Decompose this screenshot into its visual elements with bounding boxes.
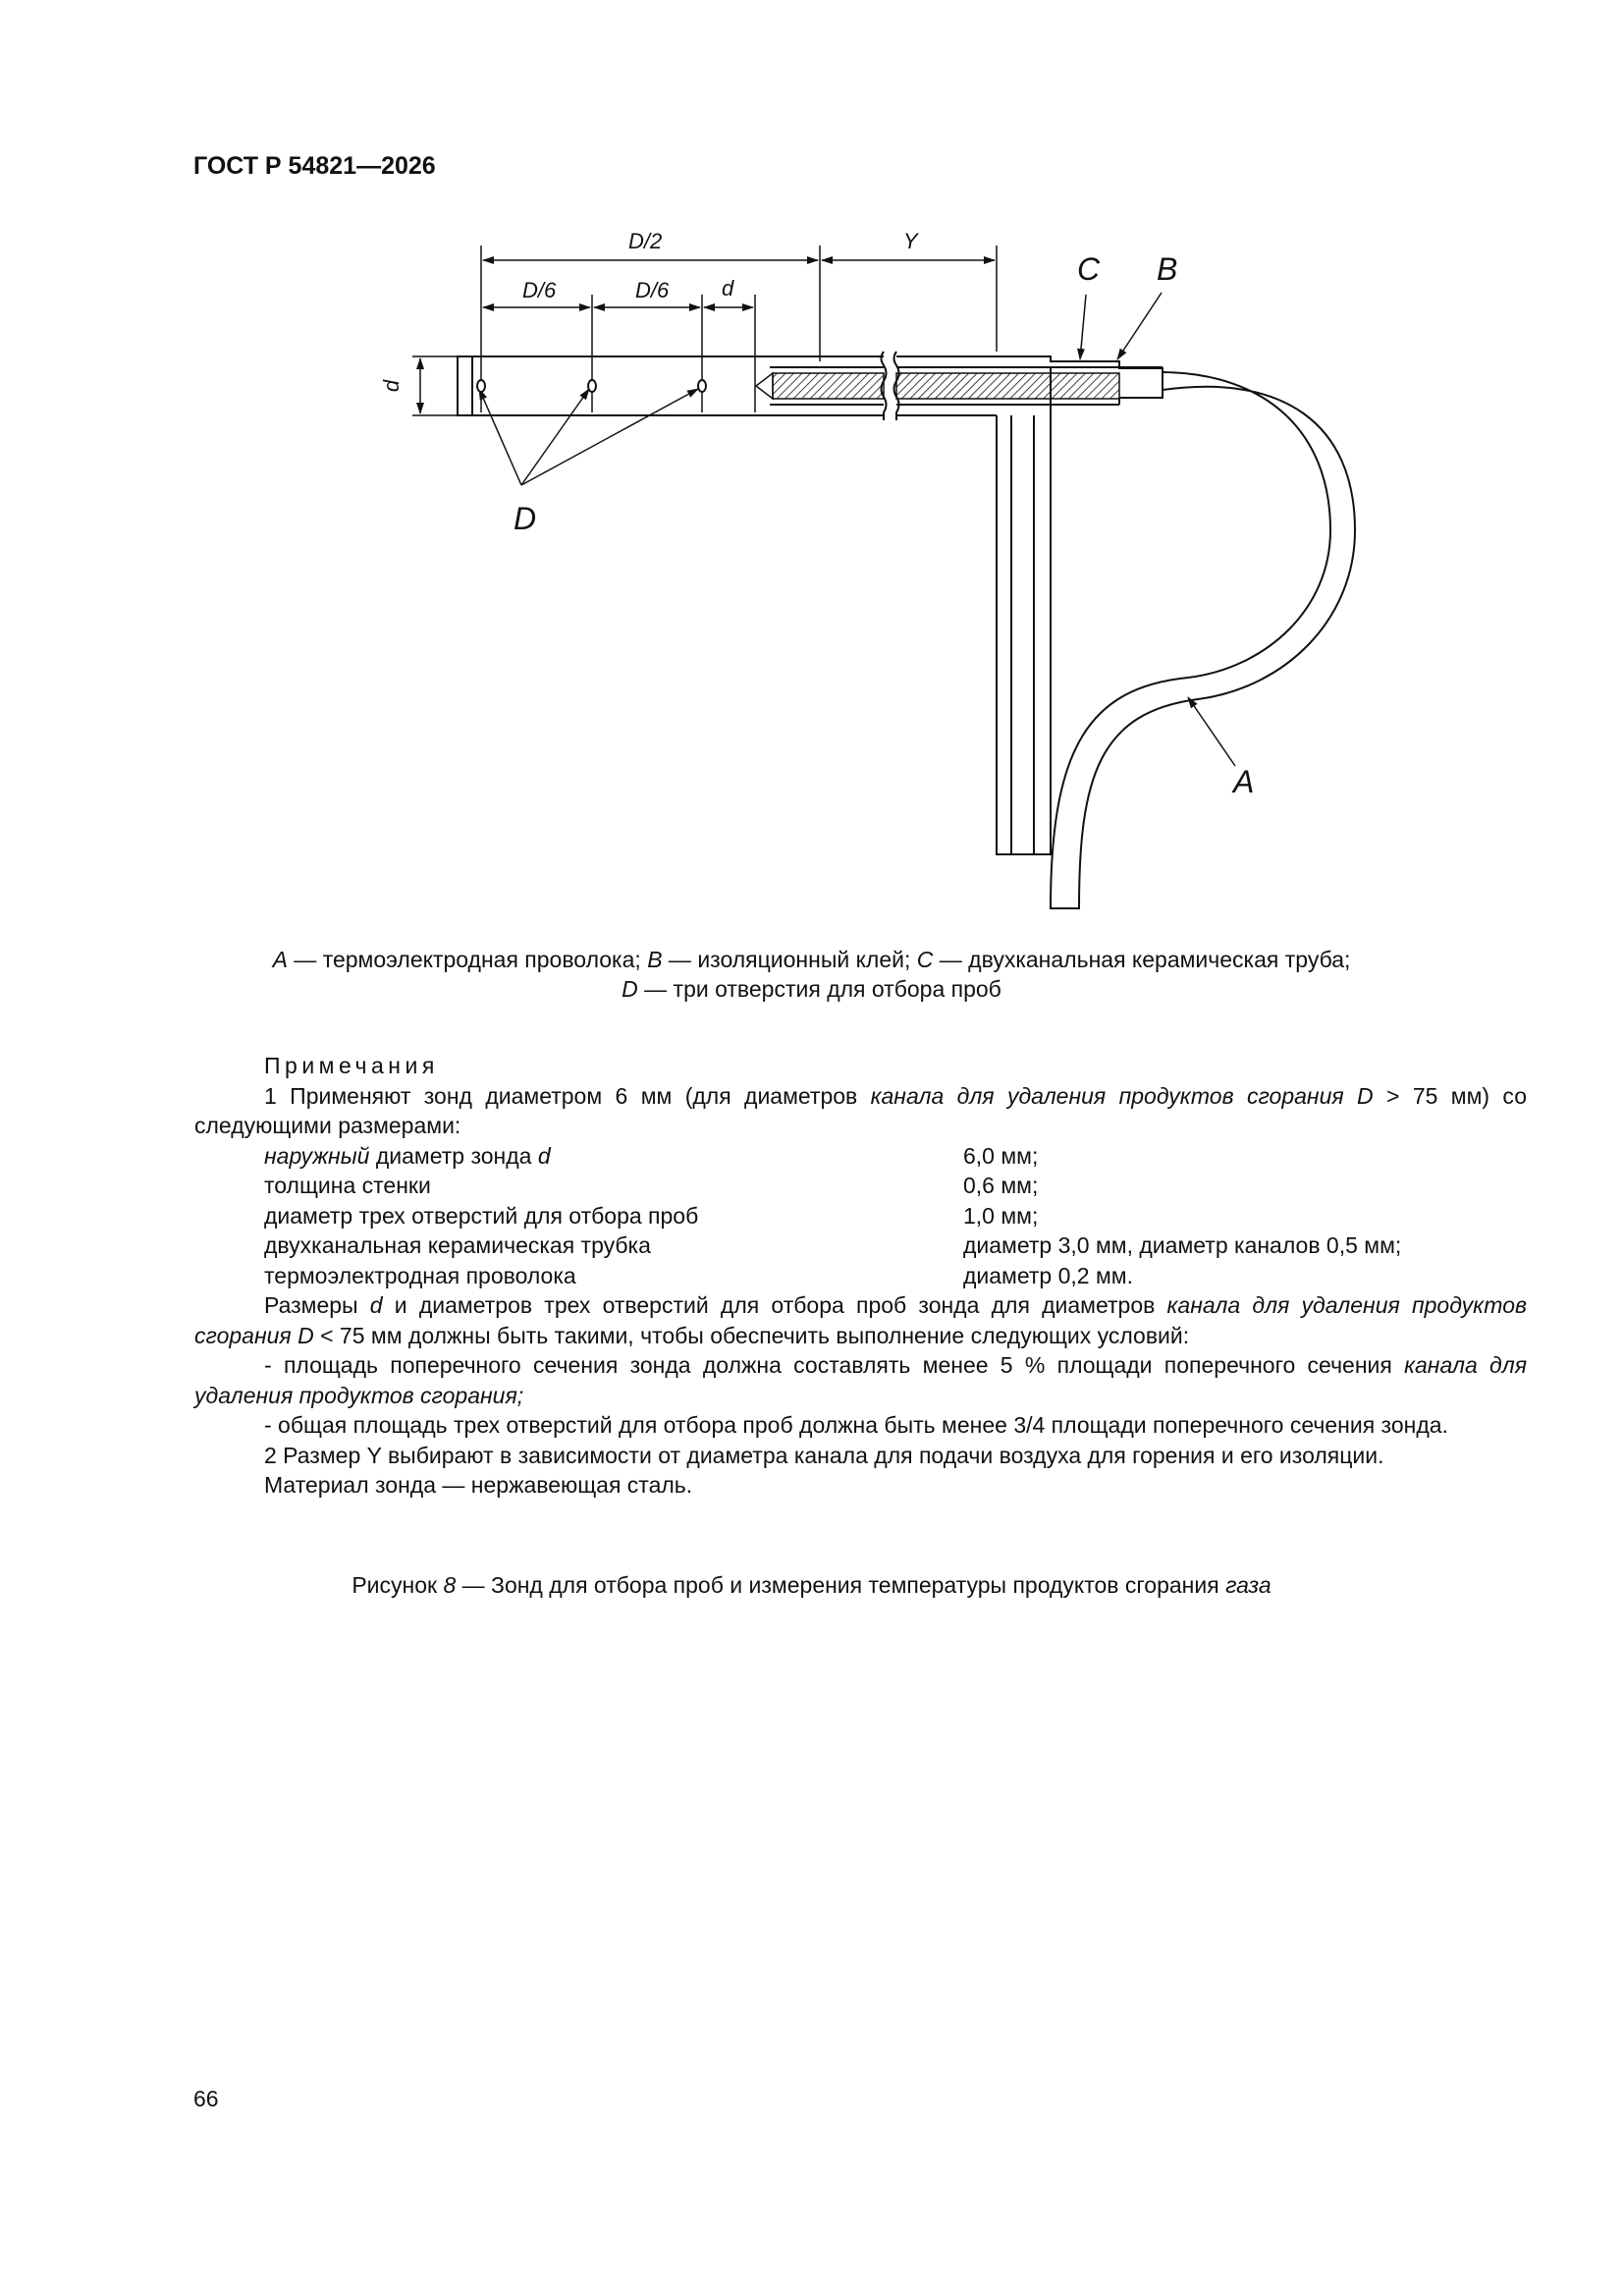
sizes-c: < 75 мм должны быть такими, чтобы обеспечить выполнение следующих условий: bbox=[313, 1322, 1190, 1348]
figure-legend bbox=[196, 945, 1427, 1004]
condition-1-text: - площадь поперечного сечения зонда должна составлять менее 5 % площади поперечного сечения bbox=[264, 1352, 1405, 1378]
page-number: 66 bbox=[193, 2086, 219, 2111]
spec-value: диаметр 3,0 мм, диаметр каналов 0,5 мм; bbox=[963, 1232, 1402, 1258]
legend-line-1 bbox=[196, 945, 1427, 974]
condition-2: - общая площадь трех отверстий для отбора проб должна быть менее 3/4 площади поперечного сечения зонда. bbox=[264, 1412, 1448, 1438]
legend-text-a: — термоэлектродная проволока; bbox=[287, 947, 648, 972]
spec-label-text: двухканальная керамическая трубка bbox=[264, 1232, 651, 1258]
sizes-d: d bbox=[369, 1292, 383, 1318]
spec-row bbox=[194, 1230, 1527, 1261]
sampling-hole-1 bbox=[477, 380, 485, 392]
label-d: D bbox=[514, 501, 537, 536]
spec-row bbox=[194, 1201, 1527, 1231]
spec-label-italic: наружный bbox=[264, 1142, 370, 1169]
spec-value: 6,0 мм; bbox=[963, 1142, 1039, 1169]
legend-text-b: — изоляционный клей; bbox=[662, 947, 917, 972]
sizes-a: Размеры bbox=[264, 1292, 370, 1318]
spec-table bbox=[194, 1141, 1527, 1291]
legend-key-b: B bbox=[647, 947, 663, 972]
caption-italic: газа bbox=[1225, 1572, 1271, 1598]
spec-row bbox=[194, 1171, 1527, 1201]
condition-1 bbox=[194, 1350, 1527, 1410]
spec-value: 0,6 мм; bbox=[963, 1173, 1039, 1198]
dim-d-half: D/2 bbox=[628, 229, 663, 253]
legend-key-c: C bbox=[916, 947, 934, 972]
dim-d-sixth-1: D/6 bbox=[522, 278, 557, 302]
spec-label-text: диаметр трех отверстий для отбора проб bbox=[264, 1202, 699, 1229]
note-1-start: 1 Применяют зонд диаметром 6 мм (для диаметров bbox=[264, 1082, 871, 1109]
legend-key-d: D bbox=[622, 976, 638, 1002]
probe-figure bbox=[0, 0, 1623, 923]
dim-y: Y bbox=[903, 229, 918, 253]
legend-text-d: — три отверстия для отбора проб bbox=[637, 976, 1001, 1002]
material-note: Материал зонда — нержавеющая сталь. bbox=[264, 1472, 693, 1498]
dim-d-small-top: d bbox=[722, 276, 734, 301]
spec-label bbox=[264, 1141, 963, 1172]
caption-text: — Зонд для отбора проб и измерения температуры продуктов сгорания bbox=[456, 1572, 1226, 1598]
label-b: B bbox=[1157, 251, 1178, 287]
note-1-end: > 75 мм) со следующими размерами: bbox=[194, 1082, 1527, 1138]
spec-label bbox=[264, 1201, 963, 1231]
note-1 bbox=[194, 1081, 1527, 1141]
sampling-hole-2 bbox=[588, 380, 596, 392]
document-id: ГОСТ Р 54821—2026 bbox=[193, 152, 436, 180]
legend-text-c: — двухканальная керамическая труба; bbox=[933, 947, 1351, 972]
dim-d-small-side: d bbox=[379, 379, 405, 393]
dim-d-sixth-2: D/6 bbox=[635, 278, 670, 302]
figure-caption bbox=[196, 1572, 1427, 1599]
notes-section bbox=[194, 1051, 1527, 1501]
label-c: C bbox=[1077, 251, 1101, 287]
note-1-italic: канала для удаления продуктов сгорания D bbox=[870, 1082, 1374, 1109]
spec-row bbox=[194, 1261, 1527, 1291]
legend-key-a: A bbox=[272, 947, 288, 972]
caption-prefix: Рисунок bbox=[352, 1572, 444, 1598]
spec-label-text: термоэлектродная проволока bbox=[264, 1262, 576, 1288]
legend-line-2 bbox=[196, 974, 1427, 1004]
note-2: 2 Размер Y выбирают в зависимости от диаметра канала для подачи воздуха для горения и его изоляции. bbox=[264, 1442, 1384, 1468]
sizes-paragraph bbox=[194, 1290, 1527, 1350]
spec-label-text: толщина стенки bbox=[264, 1173, 431, 1198]
sizes-italic: канала для удаления продуктов сгорания D bbox=[194, 1292, 1527, 1348]
spec-value: 1,0 мм; bbox=[963, 1202, 1039, 1229]
spec-row bbox=[194, 1141, 1527, 1172]
spec-label bbox=[264, 1171, 963, 1201]
notes-heading: Примечания bbox=[264, 1053, 439, 1078]
sampling-hole-3 bbox=[698, 380, 706, 392]
spec-label bbox=[264, 1230, 963, 1261]
spec-label-var: d bbox=[537, 1142, 551, 1169]
label-a: A bbox=[1233, 764, 1255, 799]
probe-drawing bbox=[0, 0, 1623, 923]
spec-label bbox=[264, 1261, 963, 1291]
spec-value: диаметр 0,2 мм. bbox=[963, 1262, 1133, 1288]
sizes-b: и диаметров трех отверстий для отбора проб зонда для диаметров bbox=[382, 1292, 1167, 1318]
spec-label-text: диаметр зонда bbox=[369, 1142, 538, 1169]
condition-1-italic: канала для удаления продуктов сгорания; bbox=[194, 1352, 1527, 1408]
caption-number: 8 bbox=[443, 1572, 457, 1598]
